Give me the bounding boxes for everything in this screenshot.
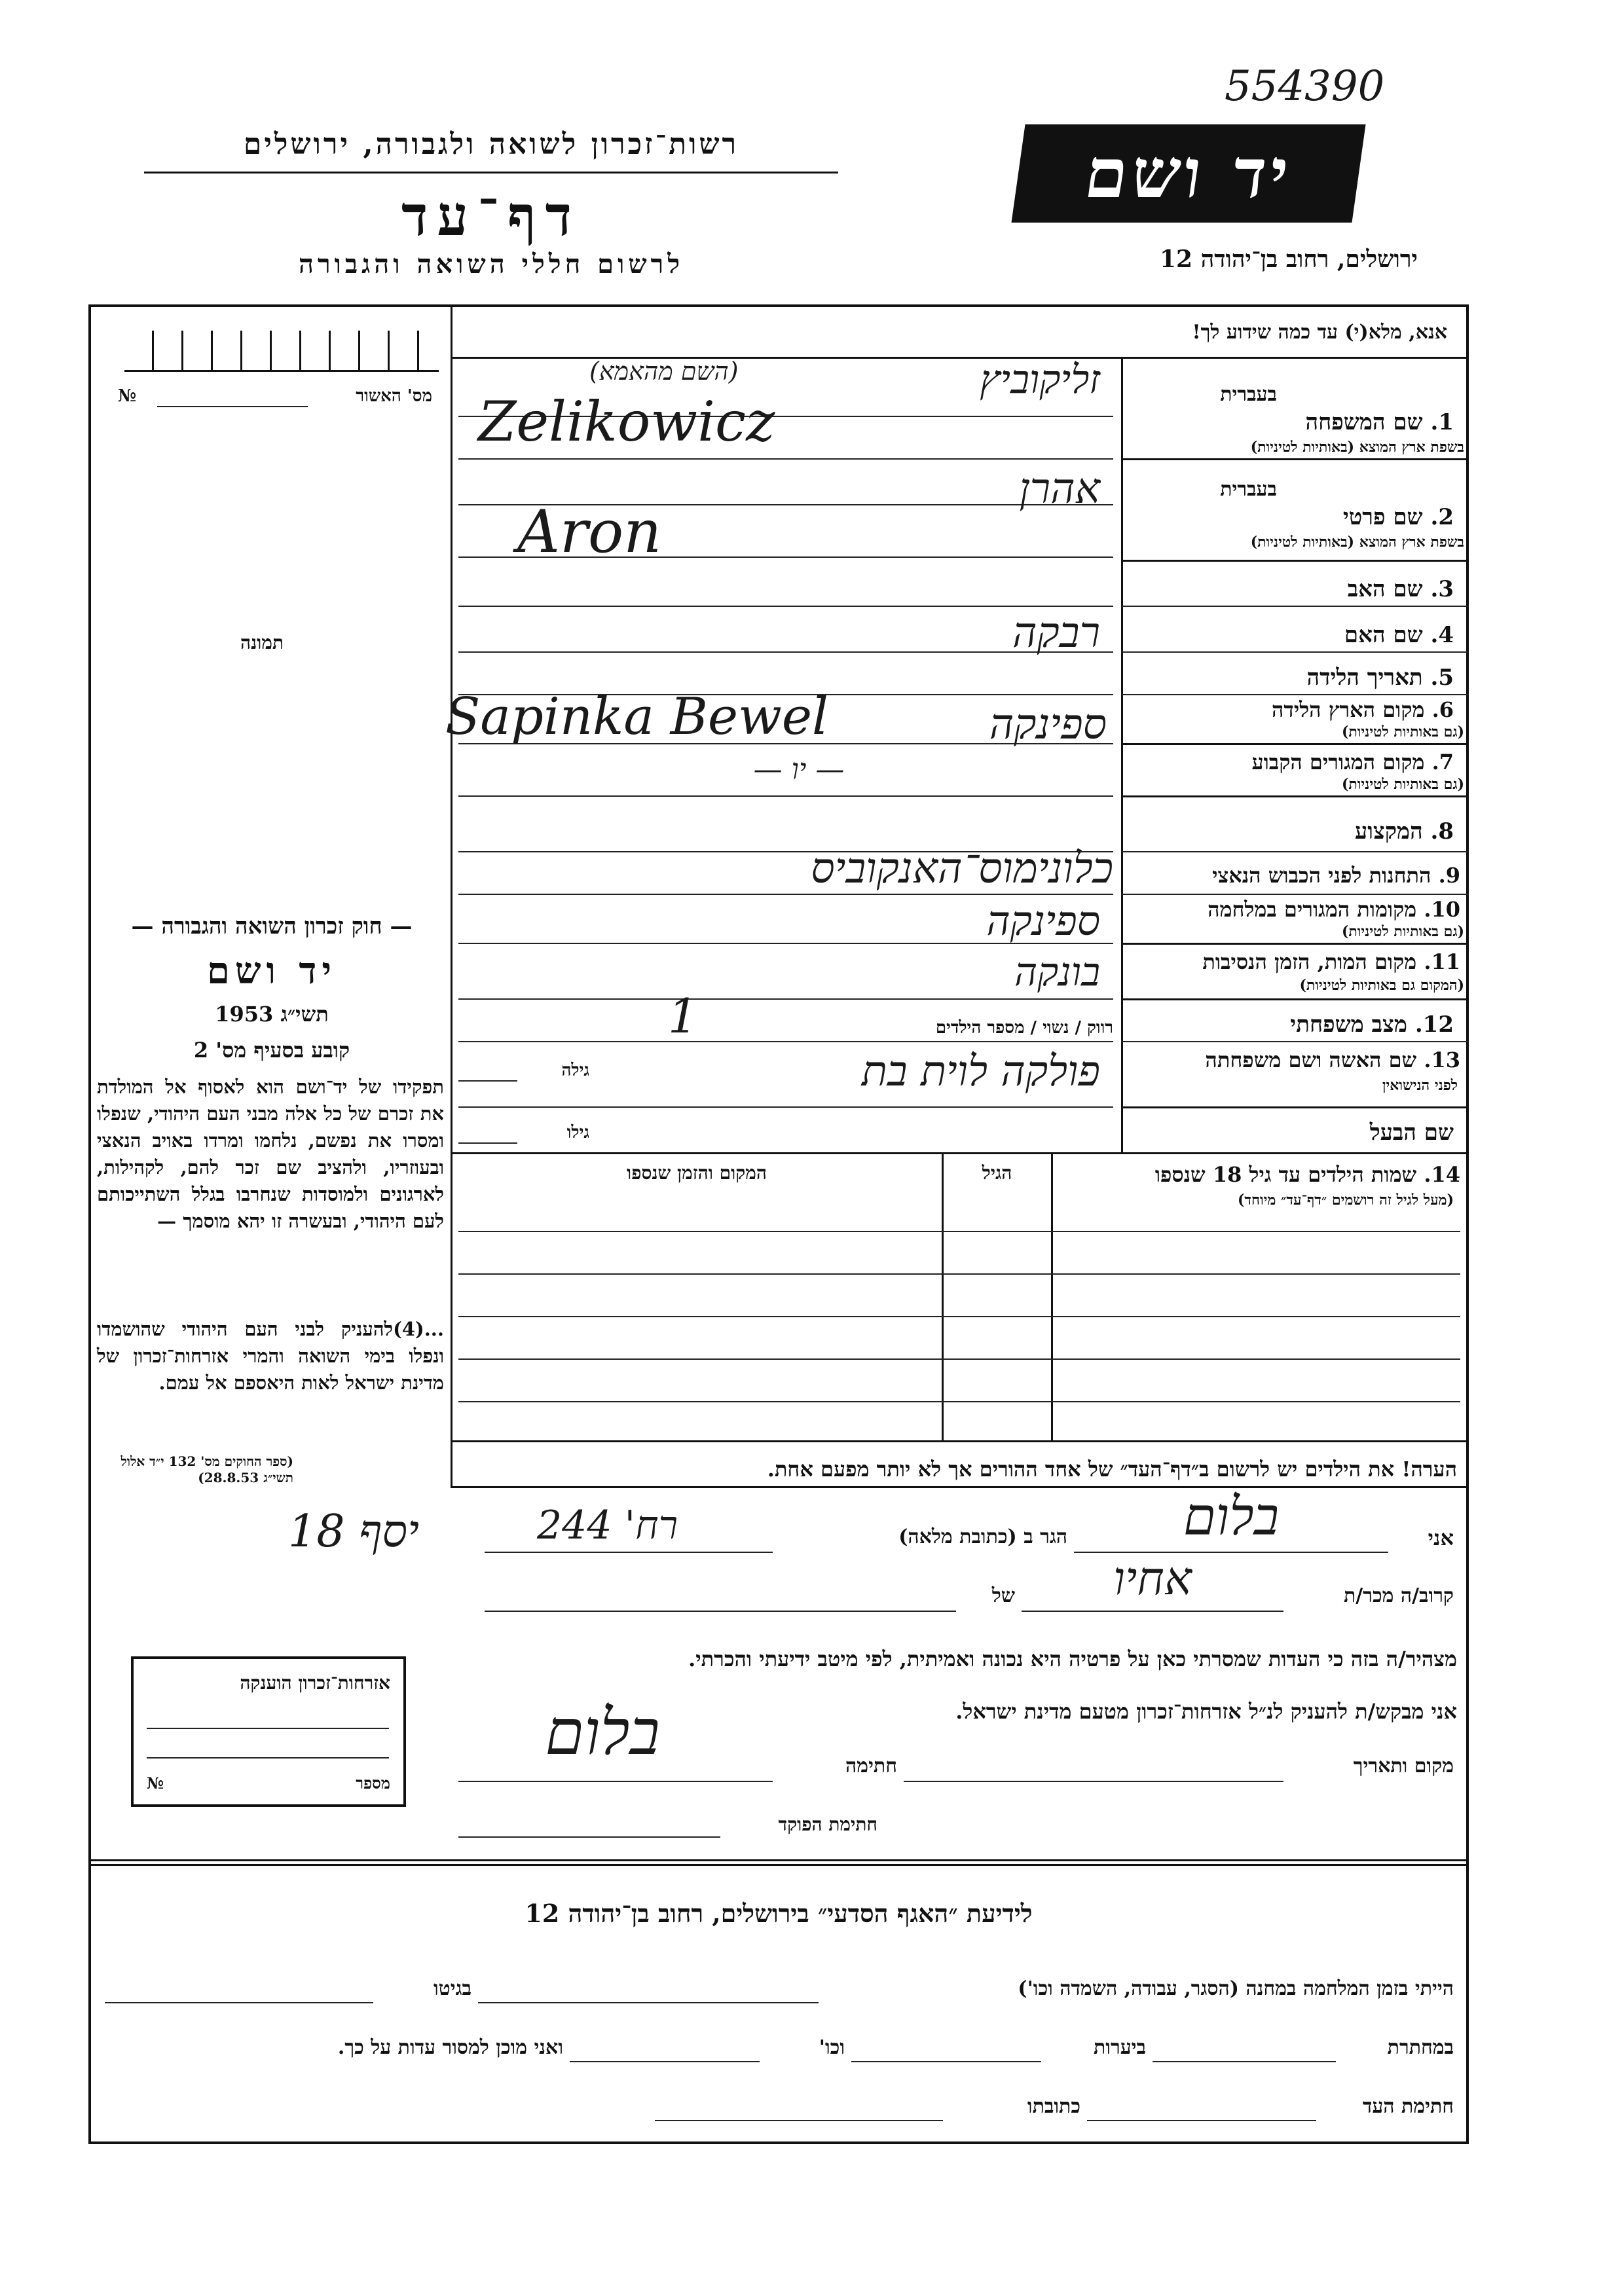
children-note: הערה! את הילדים יש לרשום ב״דף־העד״ של אחד ההורים אך לא יותר מפעם אחת. xyxy=(767,1457,1457,1482)
info-line3-a: חתימת העד xyxy=(1362,2095,1454,2118)
row-rule-10 xyxy=(1121,943,1469,945)
info-line2-d: ואני מוכן למסור עדות על כך. xyxy=(337,2036,563,2059)
value-line-13 xyxy=(458,1106,1113,1108)
children-row-4 xyxy=(458,1358,1460,1360)
row-rule-4 xyxy=(1121,651,1469,653)
row-rule-5 xyxy=(1121,694,1469,695)
law-title: — חוק זכרון השואה והגבורה — xyxy=(131,913,413,939)
field-10-label xyxy=(1126,897,1460,922)
field-1-sub: בשפת ארץ המוצא (באותיות לטיניות) xyxy=(1250,439,1464,456)
signature-label: חתימה xyxy=(845,1755,897,1777)
children-row-1 xyxy=(458,1231,1460,1232)
field-8-label-text: המקצוע xyxy=(1354,818,1423,845)
form-title: דף־עד xyxy=(401,183,581,248)
field-10-label-text: מקומות המגורים במלחמה xyxy=(1208,897,1417,922)
row-rule-1 xyxy=(1121,458,1469,460)
field-13-age-line xyxy=(458,1080,517,1082)
field-8-label xyxy=(1133,818,1454,845)
value-line-12 xyxy=(458,1041,1113,1042)
field-6-num: 6. xyxy=(1431,697,1454,722)
field-6-label-text: מקום הארץ הלידה xyxy=(1272,697,1425,722)
field-2-num: 2. xyxy=(1430,504,1454,530)
law-text: תפקידו של יד־ושם הוא לאסוף אל המולדת את זכרם של כל אלה מבני העם היהודי, שנפלו ומסרו את נפשם, נלחמו ומרדו באויב הנאצי ובעוזריו, ולהציב שם זכר להם, לקהילות, לארגונים ולמוסדות שנחרבו בגלל השתייכותם לעם היהודי, ובעשרה זו יהא מוסמך — xyxy=(97,1076,444,1232)
field-10-sub: (גם באותיות לטיניות) xyxy=(1341,923,1464,940)
value-line-1b xyxy=(458,458,1113,460)
field-11-label-text: מקום המות, הזמן הנסיבות xyxy=(1202,949,1417,974)
field-2-label xyxy=(1133,504,1454,530)
side-handwriting: 18 יסף xyxy=(288,1506,419,1558)
field-6-latin-value: Sapinka Bewel xyxy=(445,687,828,746)
info-line3-b: כתובתו xyxy=(1027,2095,1080,2118)
declaration-resident-label: הגר ב (כתובת מלאה) xyxy=(898,1525,1067,1548)
field-4-label xyxy=(1133,622,1454,648)
field-1-label-text: שם המשפחה xyxy=(1305,409,1423,435)
field-12-label xyxy=(1133,1011,1454,1038)
field-6-hebrew-value: ספינקה xyxy=(989,701,1107,749)
field-1-num: 1. xyxy=(1430,409,1454,435)
field-9-label xyxy=(1126,863,1460,888)
field-13-age-label: גילה xyxy=(561,1061,589,1080)
field-6-label xyxy=(1133,697,1454,722)
field-13-label-text: שם האשה ושם משפחתה xyxy=(1205,1048,1417,1072)
field-4-num: 4. xyxy=(1430,622,1454,648)
declaration-relation-value: אחיו xyxy=(1113,1552,1192,1605)
info-title: לידיעת ״האגף הסדעי״ בירושלים, רחוב בן־יהודה 12 xyxy=(525,1899,1033,1928)
children-bottom-rule xyxy=(451,1440,1469,1442)
officer-signature-line xyxy=(458,1836,720,1838)
approval-number-boxes xyxy=(124,331,439,372)
declaration-name-value: בלום xyxy=(1183,1486,1280,1547)
children-row-2 xyxy=(458,1273,1460,1275)
row-rule-6 xyxy=(1121,743,1469,745)
row-rule-3 xyxy=(1121,606,1469,607)
field-11-num: 11. xyxy=(1424,949,1460,974)
citizenship-line-2 xyxy=(147,1757,389,1758)
field-2-sub: בשפת ארץ המוצא (באותיות לטיניות) xyxy=(1250,534,1464,551)
children-sub: (מעל לגיל זה רושמים ״דף־עד״ מיוחד) xyxy=(1237,1192,1454,1209)
children-num: 14. xyxy=(1424,1162,1460,1187)
field-2-latin-value: Aron xyxy=(517,498,662,566)
law-reference: (ספר החוקים מס' 132 י״ד אלול תשי״ג 28.8.53) xyxy=(120,1453,293,1485)
field-12-inline-label: רווק / נשוי / מספר הילדים xyxy=(935,1018,1113,1038)
info-line3-a-line xyxy=(1087,2120,1316,2121)
row-rule-9 xyxy=(1121,894,1469,895)
citizenship-box-title: אזרחות־זכרון הוענקה xyxy=(240,1672,390,1694)
declaration-relative-label: קרוב/ה מכר/ת xyxy=(1343,1584,1454,1607)
info-section-divider xyxy=(88,1859,1469,1866)
approval-number-mark: № xyxy=(118,386,137,406)
declaration-statement: מצהיר/ה בזה כי העדות שמסרתי כאן על פרטיה היא נכונה ואמיתית, לפי מיטב ידיעתי והכרתי. xyxy=(688,1647,1457,1671)
info-line1-a-line xyxy=(478,2002,819,2003)
field-2-tag: בעברית xyxy=(1220,478,1277,501)
institution-name: רשות־זכרון לשואה ולגבורה, ירושלים xyxy=(243,128,739,161)
children-label-text: שמות הילדים עד גיל 18 שנספו xyxy=(1154,1162,1417,1187)
signature-value: בלום xyxy=(545,1696,660,1769)
row-rule-2 xyxy=(1121,560,1469,562)
children-col-age: הגיל xyxy=(982,1162,1012,1184)
info-line2-a: במחתרת xyxy=(1387,2036,1454,2059)
declaration-address-line xyxy=(485,1552,773,1553)
info-line2-a-line xyxy=(1153,2061,1336,2062)
declaration-relation-line xyxy=(1022,1611,1283,1612)
info-line2-b: ביערות xyxy=(1093,2036,1146,2059)
row-rule-13 xyxy=(1121,1106,1469,1108)
declaration-address-value: רח' 244 xyxy=(537,1503,678,1548)
field-13-label xyxy=(1126,1048,1460,1072)
row-rule-12 xyxy=(1121,1041,1469,1042)
children-col-place: המקום והזמן שנספו xyxy=(627,1162,767,1184)
field-1-label xyxy=(1133,409,1454,435)
field-9-num: 9. xyxy=(1438,863,1460,888)
children-col-2 xyxy=(1051,1152,1053,1440)
field-2-hebrew-value: אהרן xyxy=(1019,465,1100,513)
yad-vashem-logo xyxy=(1011,124,1365,223)
field-13-value: פולקה לוית בת xyxy=(861,1048,1100,1096)
declaration-shel-label: של xyxy=(991,1584,1015,1607)
info-line3-b-line xyxy=(655,2120,943,2121)
place-date-label: מקום ותאריך xyxy=(1353,1755,1454,1777)
value-line-11 xyxy=(458,998,1113,1000)
info-line1-a: הייתי בזמן המלחמה במחנה (הסגר, עבודה, השמדה וכו') xyxy=(1018,1977,1454,2000)
field-1-latin-value: Zelikowicz xyxy=(478,390,775,454)
law-name: יד ושם xyxy=(206,949,337,993)
info-line1-b: בגיטו xyxy=(433,1977,471,2000)
field-7-label xyxy=(1133,750,1454,774)
address: ירושלים, רחוב בן־יהודה 12 xyxy=(1159,246,1418,273)
husband-label: שם הבעל xyxy=(1369,1120,1454,1146)
field-7-value: — יו — xyxy=(753,753,845,786)
field-5-label-text: תאריך הלידה xyxy=(1306,665,1423,691)
citizenship-number-mark: № xyxy=(147,1774,164,1793)
value-line-7 xyxy=(458,795,1113,797)
approval-number-label: מס' האשור xyxy=(356,386,432,406)
field-5-num: 5. xyxy=(1430,665,1454,691)
field-7-num: 7. xyxy=(1431,750,1454,774)
citizenship-box xyxy=(131,1656,406,1807)
field-1-note: (השם מהאמא) xyxy=(589,357,739,386)
law-year: תשי״ג 1953 xyxy=(215,1002,329,1027)
field-2-label-text: שם פרטי xyxy=(1342,504,1423,530)
field-11-sub: (המקום גם באותיות לטיניות) xyxy=(1299,977,1464,994)
field-5-label xyxy=(1133,665,1454,691)
husband-age-label: גילו xyxy=(566,1123,589,1142)
field-1-tag: בעברית xyxy=(1220,383,1277,406)
citizenship-number-label: מספר xyxy=(356,1774,390,1793)
info-line2-b-line xyxy=(851,2061,1041,2062)
declaration-shel-line xyxy=(485,1611,956,1612)
field-7-sub: (גם באותיות לטיניות) xyxy=(1341,776,1464,793)
field-11-label xyxy=(1126,949,1460,974)
field-10-value: ספינקה xyxy=(986,897,1100,945)
instructions: אנא, מלא(י) עד כמה שידוע לך! xyxy=(1192,321,1447,344)
field-13-num: 13. xyxy=(1424,1048,1460,1072)
field-9-label-text: התחנות לפני הכבוש הנאצי xyxy=(1212,863,1431,888)
field-10-num: 10. xyxy=(1424,897,1460,922)
field-7-label-text: מקום המגורים הקבוע xyxy=(1251,750,1425,774)
children-row-3 xyxy=(458,1316,1460,1317)
place-date-line xyxy=(904,1781,1283,1782)
field-12-value: 1 xyxy=(668,989,698,1044)
officer-signature-label: חתימת הפוקד xyxy=(778,1813,877,1835)
institution-underline xyxy=(144,172,838,173)
row-rule-8 xyxy=(1121,851,1469,852)
children-label xyxy=(1061,1162,1460,1187)
field-13-sub: לפני הנישואין xyxy=(1382,1077,1458,1094)
archive-number: 554390 xyxy=(1225,62,1385,111)
field-12-num: 12. xyxy=(1414,1011,1454,1038)
field-9-value: כלונימוס־האנקוביס xyxy=(811,845,1113,893)
field-6-sub: (גם באותיות לטיניות) xyxy=(1341,723,1464,740)
row-rule-11 xyxy=(1121,998,1469,1000)
signature-line xyxy=(458,1781,773,1782)
field-1-hebrew-value: זליקוביץ xyxy=(980,357,1100,403)
row-rule-7 xyxy=(1121,795,1469,797)
value-line-9 xyxy=(458,894,1113,895)
husband-age-line xyxy=(458,1142,517,1144)
declaration-request: אני מבקש/ת להעניק לנ״ל אזרחות־זכרון מטעם מדינת ישראל. xyxy=(955,1699,1457,1724)
side-column-divider xyxy=(451,304,452,1486)
field-12-label-text: מצב משפחתי xyxy=(1290,1011,1407,1038)
children-row-5 xyxy=(458,1401,1460,1402)
logo-text: יד ושם xyxy=(1080,133,1298,213)
field-8-num: 8. xyxy=(1430,818,1454,845)
value-line-3 xyxy=(458,606,1113,607)
children-col-1 xyxy=(942,1152,944,1440)
row-rule-14 xyxy=(451,1152,1469,1154)
field-3-label-text: שם האב xyxy=(1347,576,1423,602)
field-4-value: רבקה xyxy=(1012,609,1100,657)
field-3-num: 3. xyxy=(1430,576,1454,602)
declaration-ani-label: אני xyxy=(1428,1525,1454,1550)
info-line2-c-line xyxy=(570,2061,760,2062)
info-line2-c: וכו' xyxy=(819,2036,845,2059)
law-clause: קובע בסעיף מס' 2 xyxy=(193,1038,350,1063)
field-4-label-text: שם האם xyxy=(1344,622,1423,648)
law-text-2: ...(4)להעניק לבני העם היהודי שהושמדו ונפלו בימי השואה והמרי אזרחות־זכרון של מדינת ישראל לאות היאספם אל עמם. xyxy=(97,1318,444,1394)
field-11-value: בונקה xyxy=(1014,949,1100,995)
info-line1-b-line xyxy=(105,2002,373,2003)
citizenship-line-1 xyxy=(147,1728,389,1729)
approval-number-line xyxy=(157,406,308,407)
field-3-label xyxy=(1133,576,1454,602)
label-column-divider xyxy=(1121,357,1123,1152)
form-subtitle: לרשום חללי השואה והגבורה xyxy=(298,249,684,280)
photo-label: תמונה xyxy=(240,632,284,653)
